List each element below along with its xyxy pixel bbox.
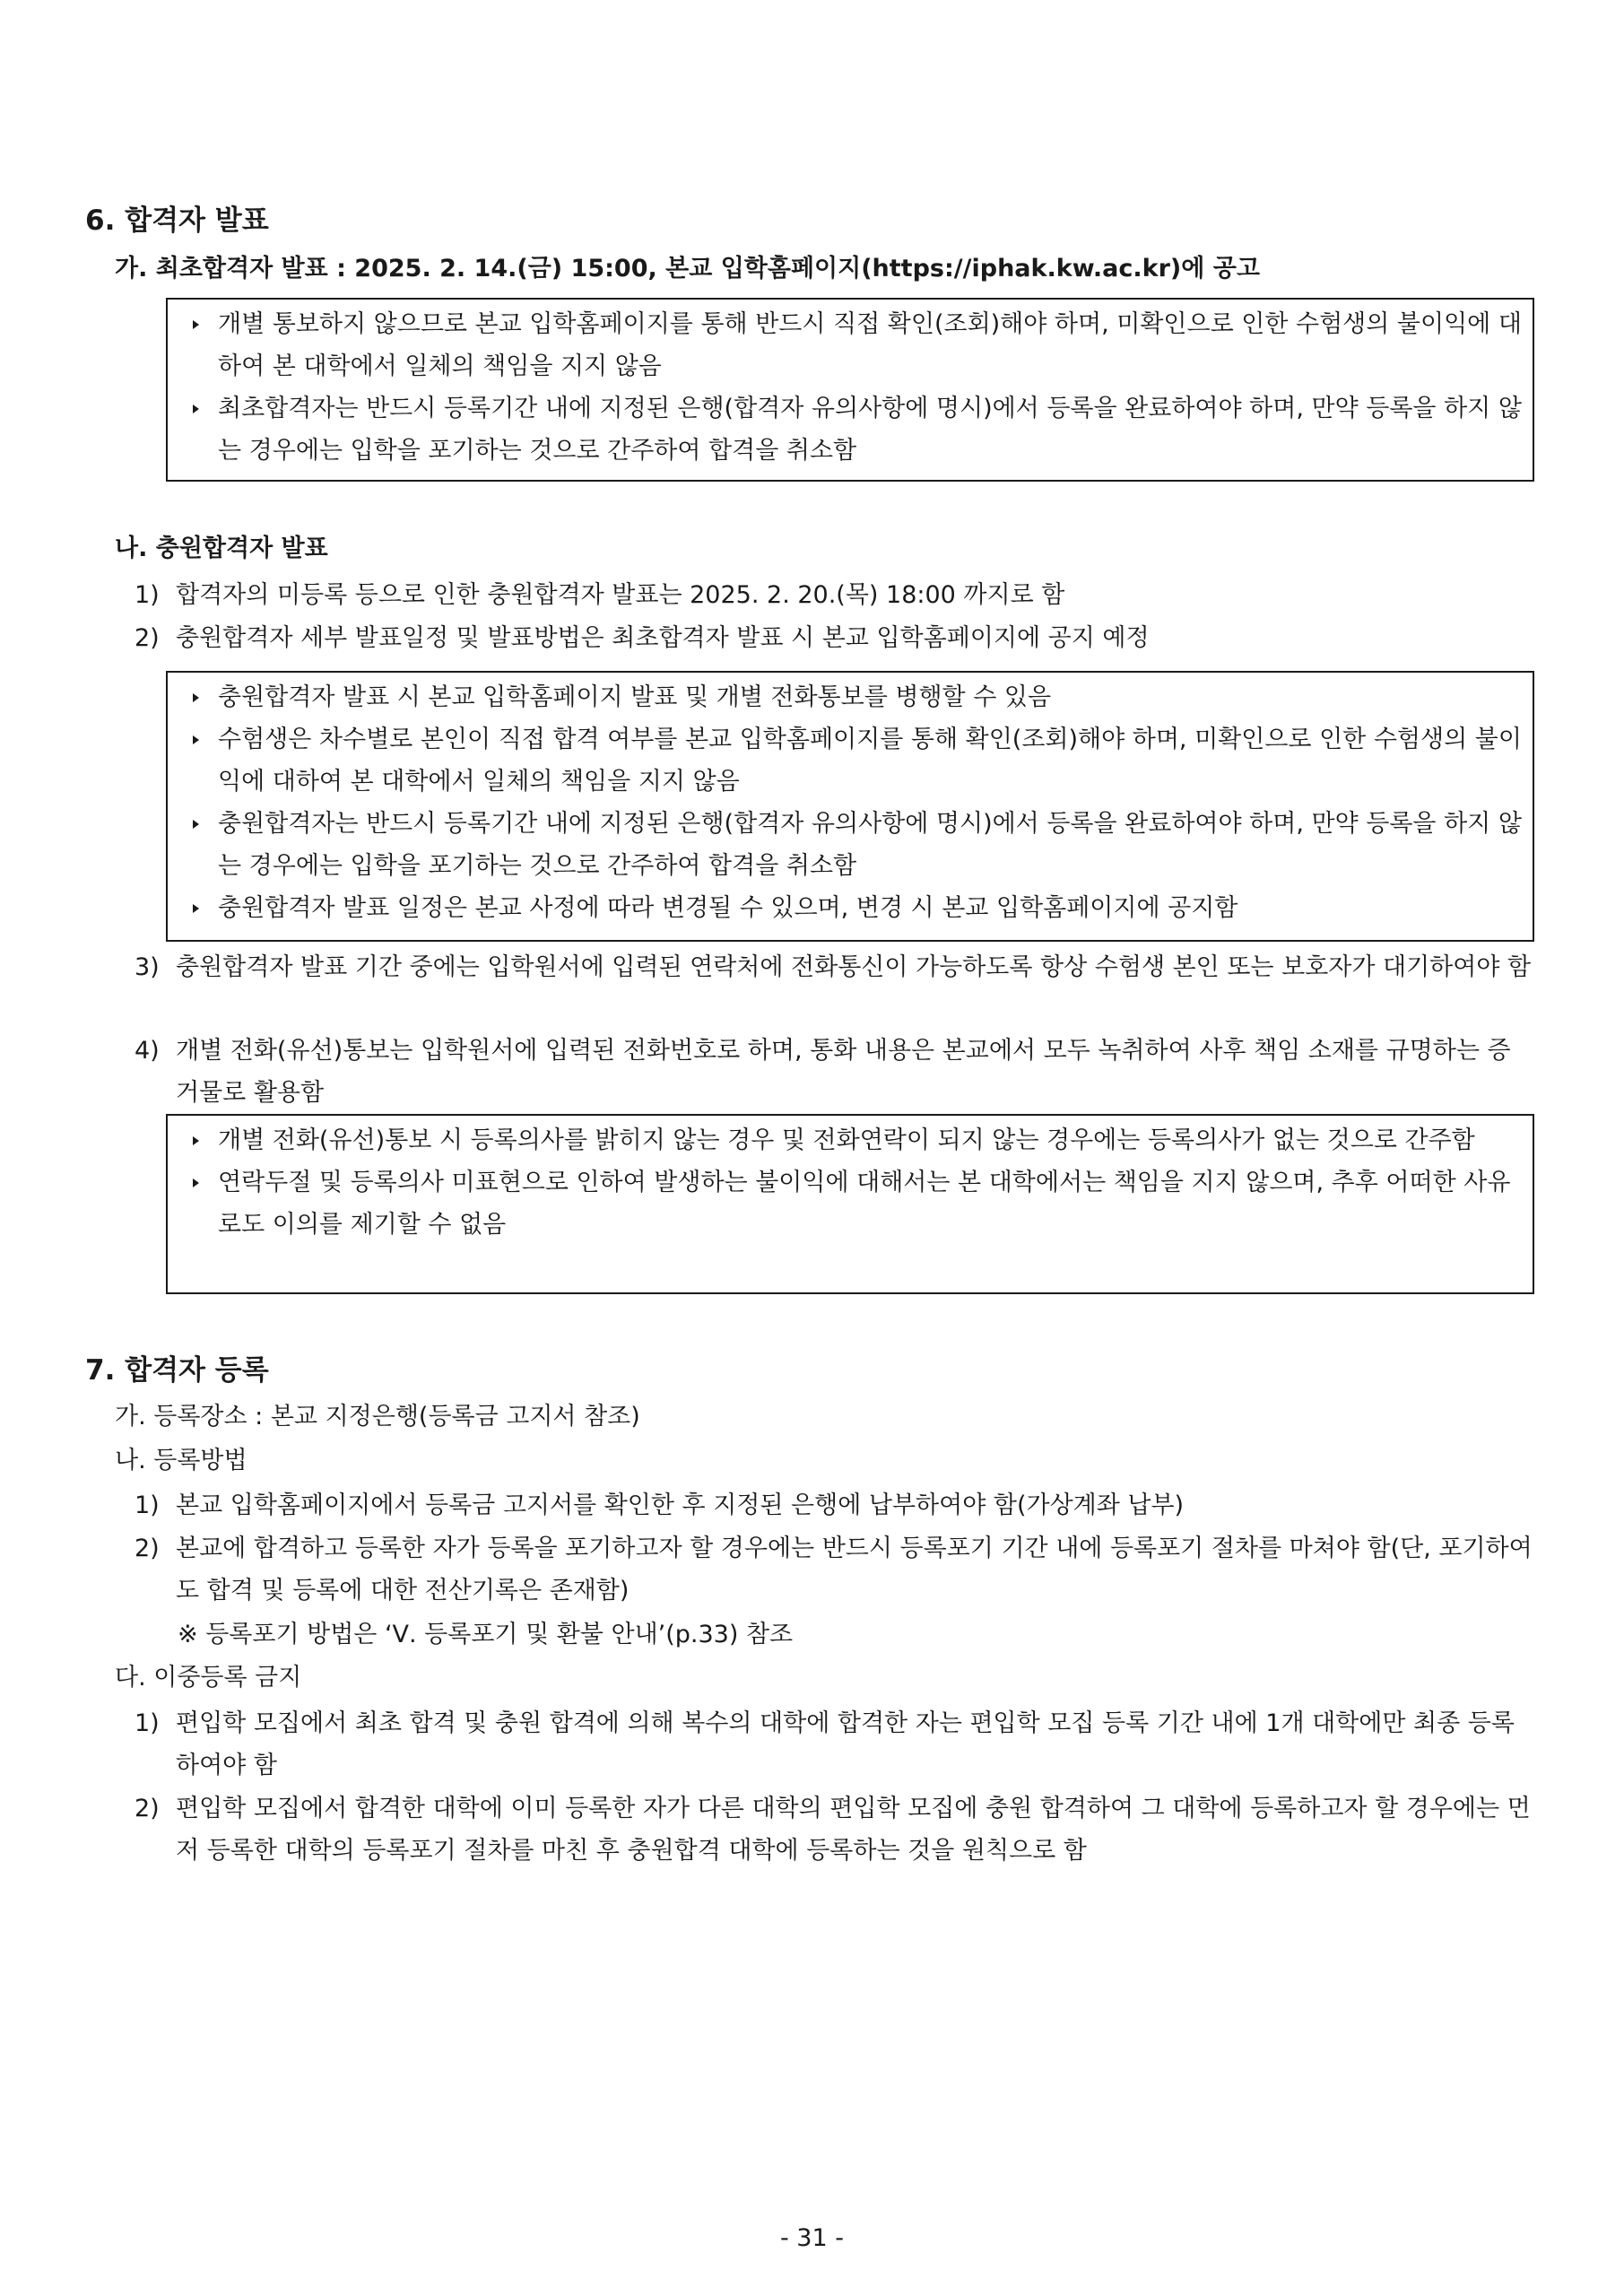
list-item bbox=[135, 946, 1533, 988]
item-text: 충원합격자 발표 기간 중에는 입학원서에 입력된 연락처에 전화통신이 가능하도록 항상 수험생 본인 또는 보호자가 대기하여야 함 bbox=[176, 953, 1532, 981]
item-number: 3) bbox=[135, 953, 160, 981]
item-text: 충원합격자 세부 발표일정 및 발표방법은 최초합격자 발표 시 본교 입학홈페이지에 공지 예정 bbox=[176, 624, 1150, 652]
list-item bbox=[135, 1030, 1533, 1114]
section-6-na-title: 나. 충원합격자 발표 bbox=[115, 535, 328, 562]
section-6-title: 6. 합격자 발표 bbox=[85, 204, 269, 237]
section-7-na-title: 나. 등록방법 bbox=[115, 1447, 248, 1474]
item-number: 1) bbox=[135, 581, 160, 609]
item-number: 2) bbox=[135, 1795, 160, 1822]
bullet-triangle-icon bbox=[193, 404, 199, 413]
bullet-text: 연락두절 및 등록의사 미표현으로 인하여 발생하는 불이익에 대해서는 본 대학에서는 책임을 지지 않으며, 추후 어떠한 사유로도 이의를 제기할 수 없음 bbox=[218, 1169, 1511, 1239]
bullet-text: 충원합격자 발표 시 본교 입학홈페이지 발표 및 개별 전화통보를 병행할 수 있음 bbox=[218, 683, 1052, 711]
section-7-da-title: 다. 이중등록 금지 bbox=[115, 1664, 302, 1692]
item-text: 본교에 합격하고 등록한 자가 등록을 포기하고자 할 경우에는 반드시 등록포기 기간 내에 등록포기 절차를 마쳐야 함(단, 포기하여도 합격 및 등록에 대한 전산기록은 존재함) bbox=[176, 1535, 1533, 1605]
notice-box-additional-pass bbox=[166, 671, 1534, 942]
item-number: 2) bbox=[135, 624, 160, 652]
bullet-text: 개별 전화(유선)통보 시 등록의사를 밝히지 않는 경우 및 전화연락이 되지 않는 경우에는 등록의사가 없는 것으로 간주함 bbox=[218, 1126, 1475, 1154]
list-item bbox=[135, 1787, 1533, 1872]
box-bullet bbox=[186, 1119, 1524, 1161]
section-7-title: 7. 합격자 등록 bbox=[85, 1354, 269, 1387]
item-number: 4) bbox=[135, 1037, 160, 1065]
bullet-triangle-icon bbox=[193, 904, 199, 913]
item-text: 합격자의 미등록 등으로 인한 충원합격자 발표는 2025. 2. 20.(목) 18:00 까지로 함 bbox=[176, 581, 1065, 609]
box-bullet bbox=[186, 887, 1524, 929]
notice-box-initial-pass bbox=[166, 298, 1534, 482]
box-bullet bbox=[186, 303, 1524, 387]
notice-box-phone-notice bbox=[166, 1114, 1534, 1294]
list-item bbox=[135, 574, 1533, 616]
list-item bbox=[135, 617, 1533, 659]
item-text: 본교 입학홈페이지에서 등록금 고지서를 확인한 후 지정된 은행에 납부하여야 함(가상계좌 납부) bbox=[176, 1492, 1185, 1519]
section-6-ga-title: 가. 최초합격자 발표 : 2025. 2. 14.(금) 15:00, 본교 입학홈페이지(https://iphak.kw.ac.kr)에 공고 bbox=[115, 255, 1260, 283]
bullet-text: 개별 통보하지 않으므로 본교 입학홈페이지를 통해 반드시 직접 확인(조회)해야 하며, 미확인으로 인한 수험생의 불이익에 대하여 본 대학에서 일체의 책임을 지지 않음 bbox=[218, 310, 1522, 380]
bullet-text: 최초합격자는 반드시 등록기간 내에 지정된 은행(합격자 유의사항에 명시)에서 등록을 완료하여야 하며, 만약 등록을 하지 않는 경우에는 입학을 포기하는 것으로 간주하여 합격을 취소함 bbox=[218, 395, 1522, 465]
bullet-triangle-icon bbox=[193, 693, 199, 702]
bullet-triangle-icon bbox=[193, 820, 199, 829]
box-bullet bbox=[186, 803, 1524, 887]
bullet-text: 충원합격자는 반드시 등록기간 내에 지정된 은행(합격자 유의사항에 명시)에서 등록을 완료하여야 하며, 만약 등록을 하지 않는 경우에는 입학을 포기하는 것으로 간주하여 합격을 취소함 bbox=[218, 810, 1522, 880]
bullet-triangle-icon bbox=[193, 735, 199, 744]
list-item bbox=[135, 1527, 1533, 1612]
item-number: 1) bbox=[135, 1492, 160, 1519]
box-bullet bbox=[186, 676, 1524, 718]
bullet-text: 수험생은 차수별로 본인이 직접 합격 여부를 본교 입학홈페이지를 통해 확인(조회)해야 하며, 미확인으로 인한 수험생의 불이익에 대하여 본 대학에서 일체의 책임을 지지 않음 bbox=[218, 726, 1522, 796]
item-number: 1) bbox=[135, 1709, 160, 1737]
box-bullet bbox=[186, 387, 1524, 472]
page-number: - 31 - bbox=[779, 2224, 844, 2252]
bullet-triangle-icon bbox=[193, 320, 199, 329]
box-bullet bbox=[186, 1161, 1524, 1246]
item-number: 2) bbox=[135, 1535, 160, 1562]
bullet-triangle-icon bbox=[193, 1136, 199, 1145]
box-bullet bbox=[186, 718, 1524, 803]
item-text: 편입학 모집에서 합격한 대학에 이미 등록한 자가 다른 대학의 편입학 모집에 충원 합격하여 그 대학에 등록하고자 할 경우에는 먼저 등록한 대학의 등록포기 절차를 마친 후 충원합격 대학에 등록하는 것을 원칙으로 함 bbox=[176, 1795, 1531, 1865]
section-7-ga: 가. 등록장소 : 본교 지정은행(등록금 고지서 참조) bbox=[115, 1403, 640, 1431]
refund-reference-note: ※ 등록포기 방법은 ‘Ⅴ. 등록포기 및 환불 안내’(p.33) 참조 bbox=[178, 1621, 794, 1648]
list-item bbox=[135, 1484, 1533, 1526]
list-item bbox=[135, 1702, 1533, 1787]
item-text: 개별 전화(유선)통보는 입학원서에 입력된 전화번호로 하며, 통화 내용은 본교에서 모두 녹취하여 사후 책임 소재를 규명하는 증거물로 활용함 bbox=[176, 1037, 1511, 1107]
item-text: 편입학 모집에서 최초 합격 및 충원 합격에 의해 복수의 대학에 합격한 자는 편입학 모집 등록 기간 내에 1개 대학에만 최종 등록하여야 함 bbox=[176, 1709, 1515, 1779]
bullet-text: 충원합격자 발표 일정은 본교 사정에 따라 변경될 수 있으며, 변경 시 본교 입학홈페이지에 공지함 bbox=[218, 894, 1238, 922]
bullet-triangle-icon bbox=[193, 1178, 199, 1187]
